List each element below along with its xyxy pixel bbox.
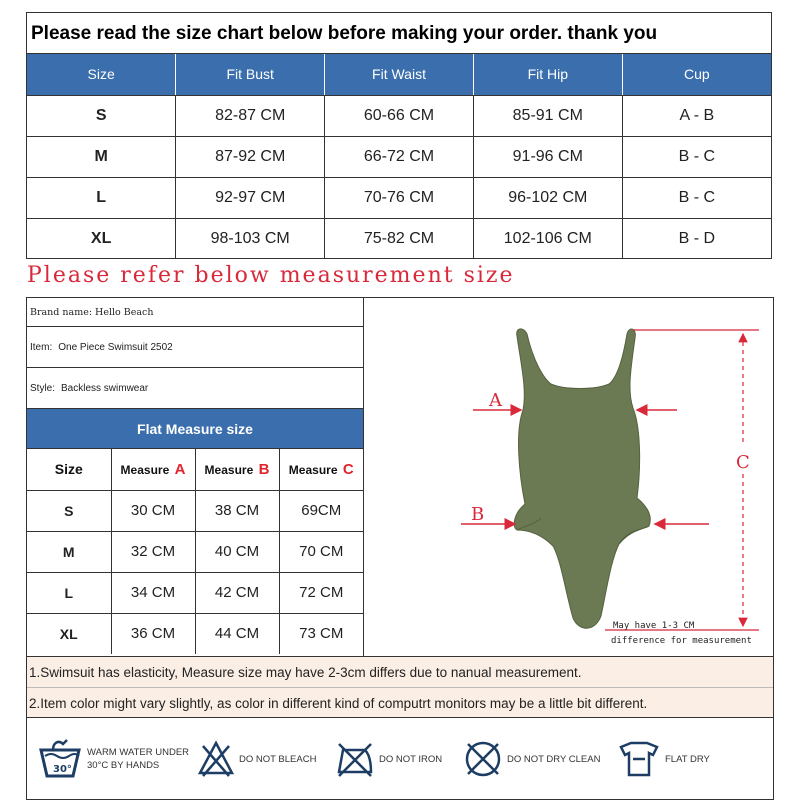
care-hand-wash bbox=[37, 719, 189, 799]
flat-header-measure-a bbox=[111, 449, 195, 490]
measure-c-cell: 73 CM bbox=[299, 625, 344, 643]
cup-cell: B - C bbox=[622, 177, 771, 218]
header-fit-bust: Fit Bust bbox=[176, 54, 325, 95]
label-b: B bbox=[471, 504, 485, 525]
hip-cell: 102-106 CM bbox=[473, 218, 622, 259]
measure-b-cell: 38 CM bbox=[195, 490, 279, 531]
wash-temp-badge: 30° bbox=[53, 764, 72, 775]
label-c: C bbox=[736, 452, 750, 473]
size-cell: S bbox=[27, 95, 176, 136]
size-chart-heading: Please read the size chart below before making your order. thank you bbox=[27, 13, 771, 54]
care-label: DO NOT DRY CLEAN bbox=[507, 753, 601, 765]
care-label: DO NOT IRON bbox=[379, 753, 443, 765]
measure-letter-b: B bbox=[258, 460, 270, 478]
measure-c-cell: 72 CM bbox=[279, 572, 363, 613]
measure-c-cell: 69CM bbox=[279, 490, 363, 531]
size-cell: S bbox=[27, 490, 111, 531]
header-cup: Cup bbox=[622, 54, 771, 95]
header-fit-hip: Fit Hip bbox=[473, 54, 622, 95]
measurement-title: Please refer below measurement size bbox=[27, 263, 515, 288]
header-size: Size bbox=[27, 54, 176, 95]
do-not-dry-clean-icon bbox=[463, 739, 503, 779]
cup-cell: B - D bbox=[678, 229, 716, 247]
item-value: One Piece Swimsuit 2502 bbox=[58, 341, 173, 353]
size-chart-header-row bbox=[27, 54, 771, 95]
hip-cell: 96-102 CM bbox=[473, 177, 622, 218]
care-no-bleach bbox=[197, 719, 316, 799]
care-label: FLAT DRY bbox=[665, 753, 710, 765]
measure-a-cell: 32 CM bbox=[111, 531, 195, 572]
do-not-bleach-icon bbox=[197, 740, 235, 778]
size-cell: XL bbox=[27, 218, 176, 259]
measure-b-cell: 44 CM bbox=[195, 613, 279, 654]
measure-a-cell: 30 CM bbox=[111, 490, 195, 531]
style-value: Backless swimwear bbox=[61, 382, 149, 394]
hip-cell: 85-91 CM bbox=[473, 95, 622, 136]
flat-dry-icon bbox=[617, 739, 661, 779]
table-row bbox=[27, 95, 771, 136]
size-chart bbox=[26, 12, 772, 259]
measure-word: Measure bbox=[204, 462, 254, 477]
size-cell: L bbox=[27, 572, 111, 613]
table-row bbox=[27, 531, 363, 572]
size-cell: M bbox=[27, 531, 111, 572]
note-elasticity: 1.Swimsuit has elasticity, Measure size may have 2-3cm differs due to nanual measurement. bbox=[27, 657, 773, 688]
waist-cell: 60-66 CM bbox=[325, 95, 474, 136]
table-row bbox=[27, 136, 771, 177]
style-label: Style: bbox=[30, 382, 56, 394]
measure-word: Measure bbox=[288, 462, 338, 477]
swimsuit-diagram-svg bbox=[365, 298, 773, 656]
waist-cell: 70-76 CM bbox=[325, 177, 474, 218]
care-label: DO NOT BLEACH bbox=[239, 753, 317, 765]
care-no-dry-clean bbox=[463, 719, 600, 799]
care-label-line: 30°C BY HANDS bbox=[87, 760, 160, 771]
notes-section bbox=[27, 656, 773, 718]
table-row bbox=[27, 613, 363, 654]
size-cell: XL bbox=[27, 613, 111, 654]
brand-name: Brand name: Hello Beach bbox=[27, 298, 363, 327]
diagram-note-line2: difference for measurement bbox=[611, 636, 752, 646]
care-flat-dry bbox=[617, 719, 710, 799]
flat-header-measure-b bbox=[195, 449, 279, 490]
care-no-iron bbox=[335, 719, 442, 799]
hip-cell: 91-96 CM bbox=[473, 136, 622, 177]
flat-header-size: Size bbox=[27, 449, 111, 490]
flat-header-row bbox=[27, 449, 363, 490]
size-chart-table bbox=[27, 54, 771, 259]
style-row bbox=[27, 368, 363, 409]
do-not-iron-icon bbox=[335, 740, 375, 778]
care-label bbox=[87, 746, 189, 772]
waist-cell: 66-72 CM bbox=[325, 136, 474, 177]
hand-wash-30-icon bbox=[37, 736, 83, 782]
care-label-line: WARM WATER UNDER bbox=[87, 747, 190, 758]
swimsuit-diagram bbox=[365, 298, 773, 656]
measurement-block bbox=[26, 297, 774, 800]
table-row bbox=[27, 177, 771, 218]
table-row bbox=[27, 218, 771, 259]
measure-c-cell: 70 CM bbox=[279, 531, 363, 572]
product-info-column bbox=[27, 298, 364, 656]
flat-measure-table bbox=[27, 449, 363, 654]
diagram-note-line1: May have 1-3 CM bbox=[613, 621, 695, 631]
bust-cell: 92-97 CM bbox=[176, 177, 325, 218]
swimsuit-shape bbox=[514, 329, 650, 628]
measure-letter-a: A bbox=[174, 460, 186, 478]
waist-cell: 75-82 CM bbox=[325, 218, 474, 259]
flat-header-measure-c bbox=[279, 449, 363, 490]
measure-a-cell: 34 CM bbox=[111, 572, 195, 613]
item-label: Item: bbox=[30, 341, 53, 353]
item-row bbox=[27, 327, 363, 368]
size-cell: L bbox=[27, 177, 176, 218]
size-cell: M bbox=[27, 136, 176, 177]
cup-cell: B - C bbox=[622, 136, 771, 177]
bust-cell: 98-103 CM bbox=[176, 218, 325, 259]
flat-measure-title: Flat Measure size bbox=[27, 409, 363, 449]
measure-a-cell: 36 CM bbox=[111, 613, 195, 654]
care-instructions bbox=[27, 719, 773, 799]
label-a: A bbox=[489, 390, 502, 411]
measure-letter-c: C bbox=[342, 460, 354, 478]
table-row bbox=[27, 572, 363, 613]
bust-cell: 82-87 CM bbox=[176, 95, 325, 136]
measure-b-cell: 40 CM bbox=[195, 531, 279, 572]
table-row bbox=[27, 490, 363, 531]
cup-cell: A - B bbox=[622, 95, 771, 136]
measure-b-cell: 42 CM bbox=[195, 572, 279, 613]
header-fit-waist: Fit Waist bbox=[325, 54, 474, 95]
bust-cell: 87-92 CM bbox=[176, 136, 325, 177]
measure-word: Measure bbox=[120, 462, 170, 477]
note-color: 2.Item color might vary slightly, as color in different kind of computrt monitors may be a little bit different. bbox=[29, 696, 648, 711]
